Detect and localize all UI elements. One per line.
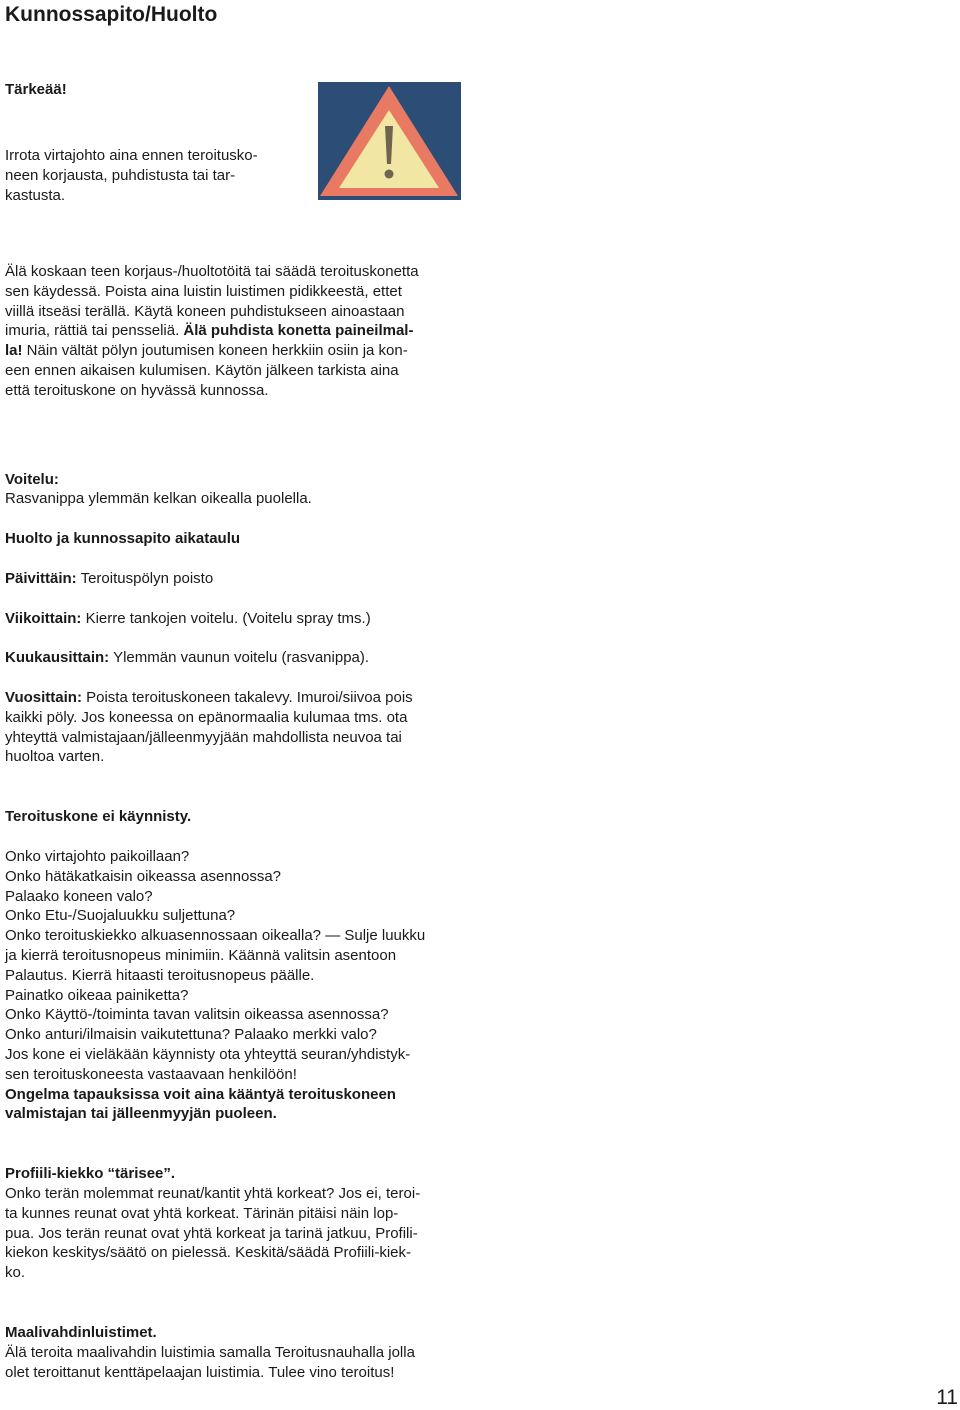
schedule-text: Teroituspölyn poisto [76, 570, 214, 587]
warning-emphasis: la! [5, 342, 23, 360]
text-line: pua. Jos terän reunat ovat yhtä korkeat ja tarinä jatkuu, Profili- [5, 1224, 418, 1242]
text-line: Onko Etu-/Suojaluukku suljettuna? [5, 907, 236, 925]
important-heading: Tärkeää! [5, 81, 67, 98]
warning-emphasis: Älä puhdista konetta paineilmal- [183, 322, 414, 340]
schedule-label: Päivittäin: [5, 570, 77, 587]
schedule-label: Kuukausittain: [5, 649, 110, 666]
profile-wheel-heading: Profiili-kiekko “tärisee”. [5, 1165, 176, 1182]
schedule-yearly [5, 688, 413, 767]
schedule-label: Viikoittain: [5, 610, 82, 627]
important-line: neen korjausta, puhdistusta tai tar- [5, 166, 236, 184]
text-line: huoltoa varten. [5, 748, 105, 766]
warning-sign-image [318, 82, 461, 200]
schedule-heading: Huolto ja kunnossapito aikataulu [5, 530, 241, 547]
text-line: een ennen aikaisen kulumisen. Käytön jälkeen tarkista aina [5, 361, 399, 379]
text-line: Onko anturi/ilmaisin vaikutettuna? Palaako merkki valo? [5, 1026, 377, 1044]
schedule-monthly [5, 648, 369, 668]
text-line [5, 341, 475, 361]
schedule-text: Ylemmän vaunun voitelu (rasvanippa). [109, 649, 370, 666]
text-span: imuria, rättiä tai pensseliä. [5, 322, 184, 340]
page-title: Kunnossapito/Huolto [5, 3, 218, 26]
lubrication-heading: Voitelu: [5, 471, 59, 488]
important-line: Irrota virtajohto aina ennen teroitusko- [5, 147, 258, 164]
text-line: ko. [5, 1264, 26, 1282]
text-line: Onko terän molemmat reunat/kantit yhtä korkeat? Jos ei, teroi- [5, 1185, 421, 1202]
warning-triangle-icon [318, 82, 461, 200]
text-span: Näin vältät pölyn joutumisen koneen herkkiin osiin ja kon- [22, 342, 408, 360]
text-line: sen teroituskoneesta vastaavaan henkilöön! [5, 1065, 297, 1083]
text-line: että teroituskone on hyvässä kunnossa. [5, 381, 269, 399]
schedule-weekly [5, 609, 371, 629]
text-line: kiekon keskitys/säätö on pielessä. Keskitä/säädä Profiili-kiek- [5, 1244, 412, 1262]
goalie-skates-text [5, 1343, 415, 1383]
text-line: Jos kone ei vieläkään käynnisty ota yhteyttä seuran/yhdistyk- [5, 1045, 411, 1063]
text-line [5, 688, 413, 708]
important-text [5, 146, 258, 205]
troubleshooting-heading: Teroituskone ei käynnisty. [5, 808, 192, 825]
text-line: Onko Käyttö-/toiminta tavan valitsin oikeassa asennossa? [5, 1006, 389, 1024]
text-line: viillä itseäsi terällä. Käytä koneen puhdistukseen ainoastaan [5, 302, 405, 320]
text-line: Älä teroita maalivahdin luistimia samalla Teroitusnauhalla jolla [5, 1344, 415, 1361]
text-line: Palaako koneen valo? [5, 887, 153, 905]
text-line: olet teroittanut kenttäpelaajan luistimia. Tulee vino teroitus! [5, 1363, 395, 1381]
text-line: Onko hätäkatkaisin oikeassa asennossa? [5, 867, 282, 885]
text-line: Älä koskaan teen korjaus-/huoltotöitä tai säädä teroituskonetta [5, 263, 419, 280]
important-line: kastusta. [5, 186, 66, 204]
text-line: Onko virtajohto paikoillaan? [5, 848, 190, 865]
text-line: kaikki pöly. Jos koneessa on epänormaalia kulumaa tms. ota [5, 708, 408, 726]
text-line: Palautus. Kierrä hitaasti teroitusnopeus päälle. [5, 966, 315, 984]
text-line: Ongelma tapauksissa voit aina kääntyä teroituskoneen [5, 1085, 396, 1103]
text-line [5, 321, 475, 341]
text-line: yhteyttä valmistajaan/jälleenmyyjään mahdollista neuvoa tai [5, 728, 402, 746]
profile-wheel-text [5, 1184, 420, 1283]
schedule-label: Vuosittain: [5, 689, 82, 706]
page-number: 11 [936, 1386, 958, 1409]
cleaning-paragraph [5, 262, 475, 401]
schedule-daily [5, 569, 213, 589]
text-line: sen käydessä. Poista aina luistin luistimen pidikkeestä, ettet [5, 282, 402, 300]
troubleshooting-list [5, 847, 425, 1124]
lubrication-text: Rasvanippa ylemmän kelkan oikealla puolella. [5, 490, 312, 507]
text-line: ta kunnes reunat ovat yhtä korkeat. Tärinän pitäisi näin lop- [5, 1204, 399, 1222]
goalie-skates-heading: Maalivahdinluistimet. [5, 1324, 157, 1341]
text-line: Painatko oikeaa painiketta? [5, 986, 189, 1004]
text-line: ja kierrä teroitusnopeus minimiin. Käännä valitsin asentoon [5, 946, 397, 964]
schedule-text: Poista teroituskoneen takalevy. Imuroi/siivoa pois [81, 689, 413, 706]
text-line: valmistajan tai jälleenmyyjän puoleen. [5, 1105, 277, 1123]
schedule-text: Kierre tankojen voitelu. (Voitelu spray tms.) [81, 610, 371, 627]
text-line: Onko teroituskiekko alkuasennossaan oikealla? — Sulje luukku [5, 927, 426, 945]
